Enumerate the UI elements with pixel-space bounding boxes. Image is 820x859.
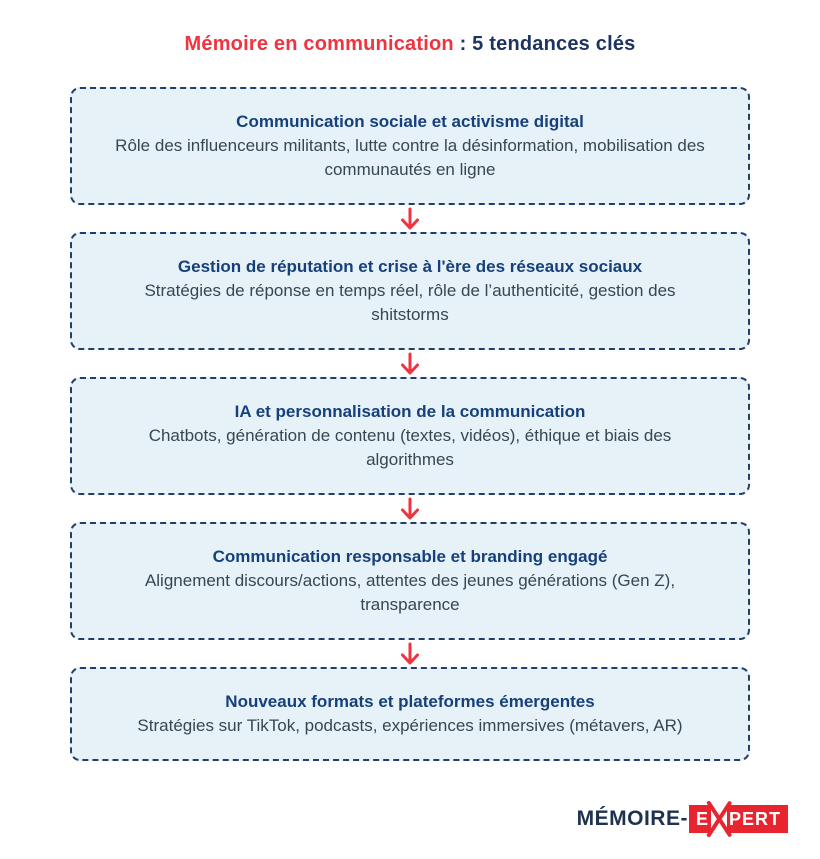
down-arrow-icon — [398, 497, 422, 521]
step-box-2 — [70, 232, 750, 350]
step-box-1 — [70, 87, 750, 205]
down-arrow-icon — [398, 642, 422, 666]
step-heading: IA et personnalisation de la communication — [234, 402, 586, 421]
logo-text-prefix: MÉMOIRE- — [576, 807, 688, 830]
step-body: Stratégies de réponse en temps réel, rôle de l’authenticité, gestion des shitstorms — [144, 281, 676, 324]
memoire-expert-logo — [577, 805, 788, 833]
logo-expert-e: E — [695, 808, 709, 829]
page-title-rest: : 5 tendances clés — [453, 33, 636, 55]
step-body: Rôle des influenceurs militants, lutte contre la désinformation, mobilisation des communautés en ligne — [115, 136, 705, 179]
arrow-gap — [70, 350, 750, 377]
flow-diagram — [70, 87, 750, 761]
arrow-gap — [70, 640, 750, 667]
step-box-3 — [70, 377, 750, 495]
step-heading: Communication sociale et activisme digital — [236, 112, 584, 131]
step-body: Stratégies sur TikTok, podcasts, expériences immersives (métavers, AR) — [137, 716, 683, 735]
step-box-5 — [70, 667, 750, 761]
down-arrow-icon — [398, 207, 422, 231]
step-body: Alignement discours/actions, attentes des jeunes générations (Gen Z), transparence — [144, 571, 676, 614]
footer — [0, 761, 820, 833]
page-title — [0, 0, 820, 56]
step-box-4 — [70, 522, 750, 640]
page-title-highlight: Mémoire en communication — [184, 33, 454, 55]
arrow-gap — [70, 495, 750, 522]
down-arrow-icon — [398, 352, 422, 376]
arrow-gap — [70, 205, 750, 232]
logo-expert-pert: PERT — [728, 808, 781, 829]
step-heading: Communication responsable et branding engagé — [212, 547, 608, 566]
step-body: Chatbots, génération de contenu (textes, vidéos), éthique et biais des algorithmes — [148, 426, 672, 469]
step-heading: Nouveaux formats et plateformes émergentes — [225, 692, 595, 711]
logo-x-mark — [711, 805, 727, 833]
logo-expert-box — [689, 805, 788, 833]
step-heading: Gestion de réputation et crise à l'ère des réseaux sociaux — [177, 257, 643, 276]
